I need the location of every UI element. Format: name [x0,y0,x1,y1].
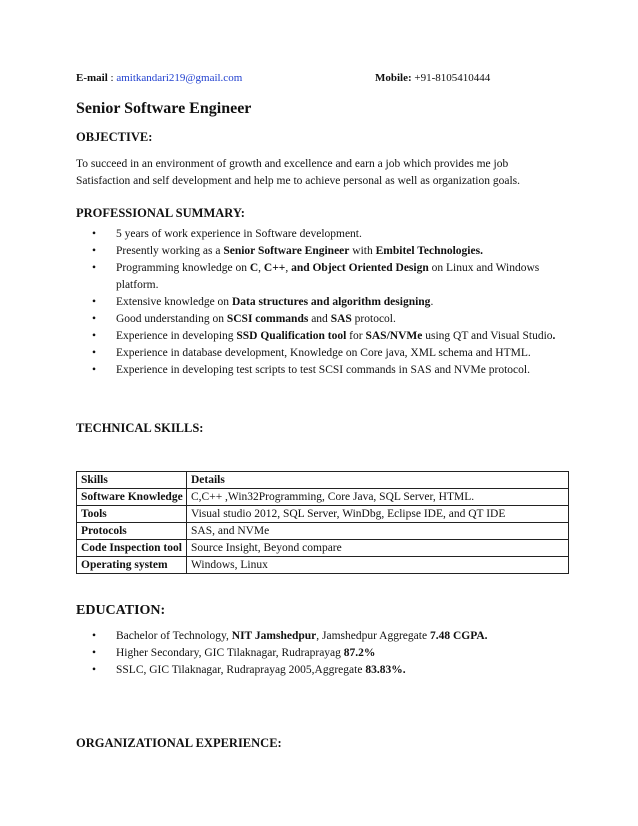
bullet-icon: • [92,347,97,359]
skills-heading: TECHNICAL SKILLS: [76,421,204,435]
email-block [76,72,242,84]
list-item: • Higher Secondary, GIC Tilaknagar, Rudraprayag 87.2% [76,645,576,662]
bullet-icon: • [92,647,97,659]
list-item: • Bachelor of Technology, NIT Jamshedpur, Jamshedpur Aggregate 7.48 CGPA. [76,628,576,645]
education-list [76,628,576,679]
list-item: • Extensive knowledge on Data structures and algorithm designing. [76,294,576,311]
summary-list [76,226,576,379]
bullet-icon: • [92,330,97,342]
skill-name: Operating system [77,557,187,574]
skill-details: Source Insight, Beyond compare [187,540,569,557]
objective-line: To succeed in an environment of growth and excellence and earn a job which provides me job [76,158,509,170]
skill-details: C,C++ ,Win32Programming, Core Java, SQL Server, HTML. [187,489,569,506]
list-item: • SSLC, GIC Tilaknagar, Rudraprayag 2005,Aggregate 83.83%. [76,662,576,679]
skill-name: Tools [77,506,187,523]
skill-name: Software Knowledge [77,489,187,506]
list-item-continuation: platform. [116,279,159,291]
table-header-row [77,472,569,489]
job-title: Senior Software Engineer [76,100,252,117]
contact-line [76,72,598,86]
bullet-icon: • [92,245,97,257]
column-header-details: Details [187,472,569,489]
list-item: • Experience in database development, Knowledge on Core java, XML schema and HTML. [76,345,576,362]
list-item: • Experience in developing SSD Qualification tool for SAS/NVMe using QT and Visual Studio. [76,328,576,345]
bullet-icon: • [92,313,97,325]
skill-details: Windows, Linux [187,557,569,574]
list-item: • Experience in developing test scripts to test SCSI commands in SAS and NVMe protocol. [76,362,576,379]
skills-table [76,471,569,574]
bullet-icon: • [92,630,97,642]
email-separator: : [110,72,114,84]
bullet-icon: • [92,296,97,308]
bullet-icon: • [92,364,97,376]
table-row [77,540,569,557]
table-row [77,506,569,523]
list-item: • Presently working as a Senior Software Engineer with Embitel Technologies. [76,243,576,260]
mobile-value: +91-8105410444 [414,72,491,84]
table-row [77,489,569,506]
table-row [77,557,569,574]
column-header-skills: Skills [77,472,187,489]
bullet-icon: • [92,262,97,274]
objective-line: Satisfaction and self development and help me to achieve personal as well as organization goals. [76,175,520,187]
summary-heading: PROFESSIONAL SUMMARY: [76,206,245,220]
list-item: • 5 years of work experience in Software development. [76,226,576,243]
mobile-label: Mobile: [375,72,412,84]
skill-details: Visual studio 2012, SQL Server, WinDbg, Eclipse IDE, and QT IDE [187,506,569,523]
objective-heading: OBJECTIVE: [76,130,153,144]
objective-text [76,156,576,190]
email-link[interactable]: amitkandari219@gmail.com [116,72,243,84]
mobile-block [375,72,490,84]
education-heading: EDUCATION: [76,603,166,618]
bullet-icon: • [92,664,97,676]
skill-details: SAS, and NVMe [187,523,569,540]
list-item: • Programming knowledge on C, C++, and Object Oriented Design on Linux and Windows [76,260,576,277]
list-item: • Good understanding on SCSI commands and SAS protocol. [76,311,576,328]
table-row [77,523,569,540]
email-label: E-mail [76,72,108,84]
skill-name: Protocols [77,523,187,540]
experience-heading: ORGANIZATIONAL EXPERIENCE: [76,736,282,750]
skill-name: Code Inspection tool [77,540,187,557]
bullet-icon: • [92,228,97,240]
